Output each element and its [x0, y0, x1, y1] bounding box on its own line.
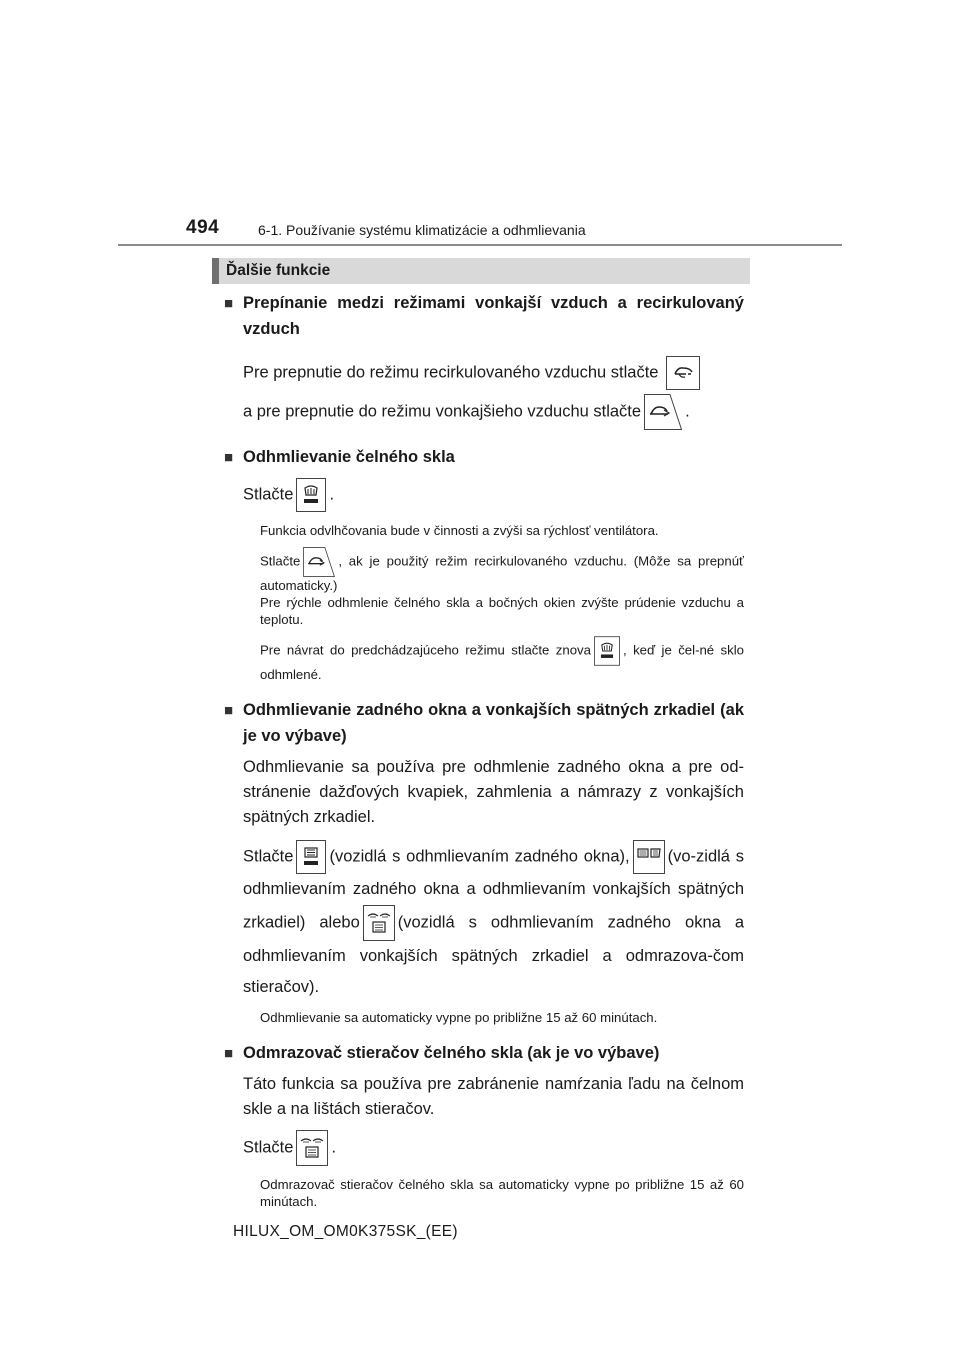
item-body — [224, 356, 744, 390]
body-text: (vozidlá s odhmlievaním zadného okna a odhmlievaním vonkajších spätných zrkadiel a odmrazova-čom stieračov). — [243, 913, 744, 996]
body-text: . — [331, 1138, 337, 1157]
bullet-square-icon: ■ — [224, 295, 234, 312]
item-body: Táto funkcia sa používa pre zabránenie namŕzania ľadu na čelnom skle a na lištách stieračov. — [243, 1075, 744, 1118]
rear-mirror-defogger-button-icon — [633, 840, 665, 874]
item-heading-text: Odhmlievanie zadného okna a vonkajších spätných zrkadiel (ak je vo výbave) — [243, 701, 744, 745]
body-text: a pre prepnutie do režimu vonkajšieho vzduchu stlačte — [243, 402, 642, 421]
note: Odmrazovač stieračov čelného skla sa automaticky vypne po približne 15 až 60 minútach. — [260, 1177, 744, 1209]
item-body — [224, 394, 744, 430]
chapter-title: 6-1. Používanie systému klimatizácie a odhmlievania — [258, 222, 586, 238]
page-number: 494 — [186, 217, 220, 238]
note-text: Pre návrat do predchádzajúceho režimu stlačte znova — [260, 642, 591, 658]
body-text: (vozidlá s odhmlievaním zadného okna), — [329, 847, 630, 866]
item-heading — [224, 697, 744, 749]
item-recirculation — [224, 290, 744, 430]
bullet-square-icon: ■ — [224, 702, 234, 719]
item-wiper-deicer — [224, 1040, 744, 1210]
document-code: HILUX_OM_OM0K375SK_(EE) — [233, 1223, 458, 1240]
front-defogger-button-icon — [296, 478, 326, 512]
item-body: Odhmlievanie sa používa pre odhmlenie zadného okna a pre od-stránenie dažďových kvapiek, zahmlenia a námrazy z vonkajších spätných zrkadiel. — [243, 758, 744, 826]
item-body — [224, 840, 744, 1003]
header-divider — [118, 244, 842, 246]
item-heading — [224, 290, 744, 342]
body-text: Stlačte — [243, 485, 294, 504]
recirculation-button-icon — [666, 356, 700, 390]
bullet-square-icon: ■ — [224, 1045, 234, 1062]
note: Odhmlievanie sa automaticky vypne po približne 15 až 60 minútach. — [260, 1010, 658, 1025]
note — [224, 547, 744, 594]
section-title: Ďalšie funkcie — [226, 262, 331, 279]
item-heading — [224, 444, 744, 470]
item-windshield-defog — [224, 444, 744, 683]
rear-defogger-button-icon — [296, 840, 326, 874]
item-heading-text: Odhmlievanie čelného skla — [243, 448, 455, 466]
outside-air-button-icon — [644, 394, 682, 430]
wiper-deicer-button-icon — [296, 1130, 328, 1166]
content — [224, 290, 744, 1210]
body-text: Stlačte — [243, 1138, 294, 1157]
item-heading-text: Odmrazovač stieračov čelného skla (ak je vo výbave) — [243, 1044, 660, 1062]
body-text: . — [685, 402, 690, 421]
item-heading-text: Prepínanie medzi režimami vonkajší vzduch a recirkulovaný vzduch — [243, 294, 744, 338]
note-text: , ak je použitý režim recirkulovaného vzduchu. (Môže sa prepnúť automaticky.) — [260, 553, 744, 593]
note-text: , keď je čel-né sklo odhmlené. — [260, 642, 744, 682]
outside-air-button-icon — [303, 547, 335, 577]
body-text: (vo-zidlá s odhmlievaním zadného okna a odhmlievaním vonkajších spätných zrkadiel) alebo — [243, 847, 745, 932]
wiper-deicer-button-icon — [363, 905, 395, 941]
note: Funkcia odvlhčovania bude v činnosti a zvýši sa rýchlosť ventilátora. — [260, 523, 659, 538]
body-text: . — [329, 485, 335, 504]
item-body — [224, 478, 744, 512]
bullet-square-icon: ■ — [224, 449, 234, 466]
note: Pre rýchle odhmlenie čelného skla a bočných okien zvýšte prúdenie vzduchu a teplotu. — [260, 595, 744, 627]
note — [224, 636, 744, 683]
note-text: Stlačte — [260, 553, 301, 569]
item-heading — [224, 1040, 744, 1066]
body-text: Stlačte — [243, 847, 294, 866]
item-rear-defog — [224, 697, 744, 1026]
body-text: Pre prepnutie do režimu recirkulovaného vzduchu stlačte — [243, 363, 659, 382]
item-body — [224, 1130, 744, 1166]
front-defogger-button-icon — [594, 636, 620, 666]
